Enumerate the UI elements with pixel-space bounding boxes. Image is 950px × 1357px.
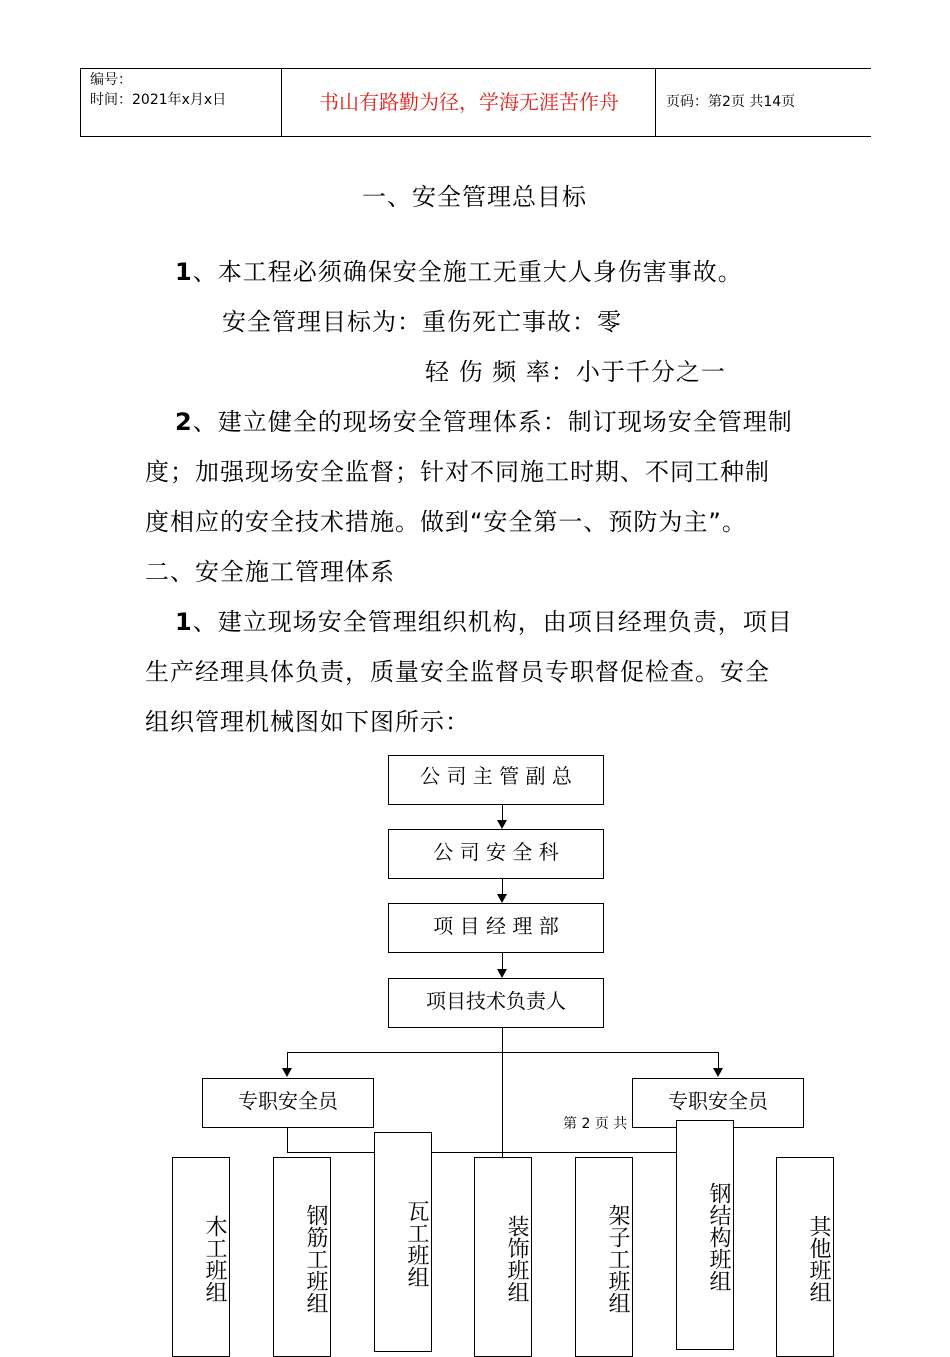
paragraph-2-line-1: 2、建立健全的现场安全管理体系：制订现场安全管理制: [175, 408, 793, 436]
header-table: [80, 68, 871, 137]
arrow-2-3: [497, 894, 507, 903]
team-box-masonry: 瓦工班组: [374, 1132, 432, 1352]
left-branch-drop: [287, 1052, 288, 1068]
section-title-2: 二、安全施工管理体系: [145, 558, 395, 586]
paragraph-1-number: 1: [175, 258, 193, 286]
header-motto: 书山有路勤为径，学海无涯苦作舟: [283, 69, 656, 136]
time-label: 时间：2021年x月x日: [90, 92, 227, 108]
org-box-safety-officer-left: 专职安全员: [202, 1078, 374, 1128]
paragraph-1-text: 、本工程必须确保安全施工无重大人身伤害事故。: [192, 258, 743, 286]
org-box-project-department: 项 目 经 理 部: [388, 903, 604, 953]
paragraph-2-line-2: 度；加强现场安全监督；针对不同施工时期、不同工种制: [145, 458, 770, 486]
section-2-line-3: 组织管理机械图如下图所示：: [145, 708, 470, 736]
arrow-safety-left: [282, 1068, 292, 1077]
header-page-info: 页码：第2页 共14页: [666, 94, 796, 110]
org-box-vice-president: 公 司 主 管 副 总: [388, 755, 604, 805]
left-down-line: [287, 1128, 288, 1153]
section-title-1: 一、安全管理总目标: [362, 183, 587, 211]
team-box-others: 其他班组: [776, 1157, 834, 1357]
arrow-safety-right: [713, 1068, 723, 1077]
number-label: 编号：: [90, 72, 132, 88]
paragraph-1: [175, 252, 743, 287]
org-box-safety-officer-right: 专职安全员: [632, 1078, 804, 1128]
org-box-technical-lead: 项目技术负责人: [388, 978, 604, 1028]
header-meta: [81, 69, 282, 136]
team-box-rebar: 钢筋工班组: [273, 1157, 331, 1357]
right-branch-drop: [718, 1052, 719, 1068]
team-box-steel-structure: 钢结构班组: [676, 1120, 734, 1350]
paragraph-2-line-3: 度相应的安全技术措施。做到“安全第一、预防为主”。: [145, 508, 747, 536]
team-box-decoration: 装饰班组: [474, 1157, 532, 1357]
section-2-line-2: 生产经理具体负责，质量安全监督员专职督促检查。安全: [145, 658, 770, 686]
section-2-number: 1: [175, 608, 193, 636]
safety-branch-line: [287, 1052, 719, 1053]
section-2-line-1: 1、建立现场安全管理组织机构，由项目经理负责，项目: [175, 608, 793, 636]
paragraph-2-number: 2: [175, 408, 193, 436]
safety-goal: 安全管理目标为：重伤死亡事故：零: [222, 308, 622, 336]
arrow-1-2: [497, 820, 507, 829]
center-trunk-line: [502, 1028, 503, 1158]
arrow-3-4: [497, 969, 507, 978]
team-bar-line: [287, 1152, 717, 1153]
org-box-safety-department: 公 司 安 全 科: [388, 829, 604, 879]
team-box-scaffolding: 架子工班组: [575, 1157, 633, 1357]
injury-rate: 轻 伤 频 率：小于千分之一: [425, 358, 726, 386]
overlapping-page-note: 第 2 页 共: [563, 1116, 628, 1132]
team-box-carpentry: 木工班组: [172, 1157, 230, 1357]
